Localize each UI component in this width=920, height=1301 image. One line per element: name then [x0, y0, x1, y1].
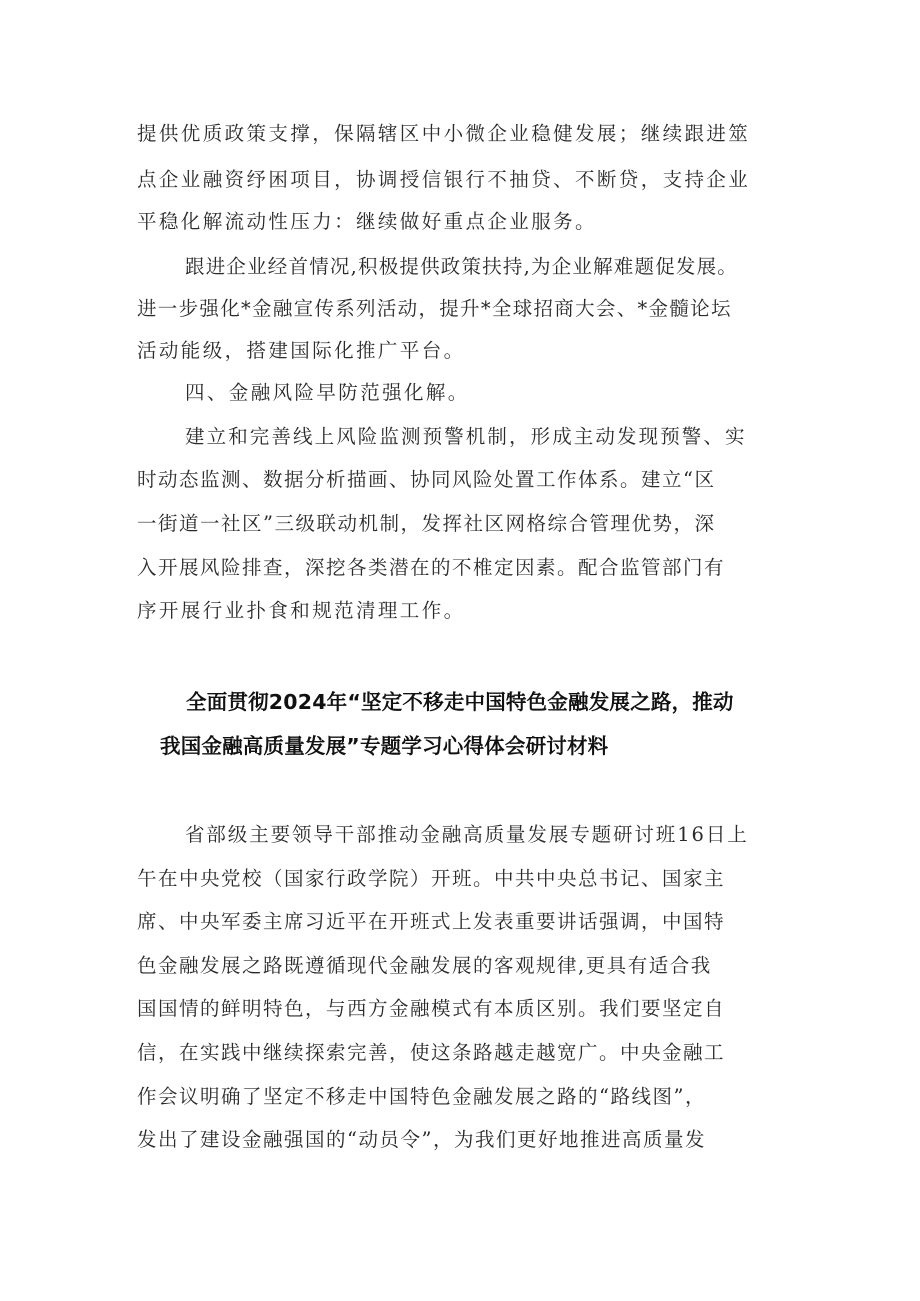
- paragraph-line: 点企业融资纾困项目，协调授信银行不抽贷、不断贷，支持企业: [137, 168, 751, 191]
- paragraph-line: 信，在实践中继续探索完善，使这条路越走越宽广。中央金融工: [137, 1041, 726, 1064]
- paragraph-line: 进一步强化*金融宣传系列活动，提升*全球招商大会、*金髓论坛: [137, 297, 732, 320]
- paragraph-line: 席、中央军委主席习近平在开班式上发表重要讲话强调，中国特: [137, 910, 726, 933]
- title-line: 全面贯彻2024年“坚定不移走中国特色金融发展之路，推动: [186, 690, 734, 714]
- paragraph-line: 发出了建设金融强国的“动员令”，为我们更好地推进高质量发: [137, 1128, 706, 1151]
- section-heading: 四、金融风险早防范强化解。: [185, 381, 470, 404]
- paragraph-line: 序开展行业扑食和规范清理工作。: [137, 599, 466, 622]
- paragraph-line: 作会议明确了坚定不移走中国特色金融发展之路的“路线图”，: [137, 1085, 706, 1108]
- paragraph-line: 活动能级，搭建国际化推广平台。: [137, 339, 466, 362]
- paragraph-line: 一街道一社区”三级联动机制，发挥社区网格综合管理优势，深: [137, 512, 716, 535]
- paragraph-line: 平稳化解流动性压力：继续做好重点企业服务。: [137, 210, 597, 233]
- paragraph-line: 提供优质政策支撑，保隔辖区中小微企业稳健发展；继续跟进筮: [137, 122, 751, 145]
- title-line: 我国金融高质量发展”专题学习心得体会研讨材料: [160, 734, 609, 758]
- paragraph-line: 建立和完善线上风险监测预警机制，形成主动发现预警、实: [185, 425, 747, 448]
- paragraph-line: 省部级主要领导干部推动金融高质量发展专题研讨班16日上: [185, 823, 749, 846]
- paragraph-line: 时动态监测、数据分析描画、协同风险处置工作体系。建立“区: [137, 468, 716, 491]
- paragraph-line: 入开展风险排查，深挖各类潜在的不椎定因素。配合监管部门有: [137, 556, 726, 579]
- paragraph-line: 跟进企业经首情况,积极提供政策扶持,为企业解难题促发展。: [185, 255, 738, 278]
- paragraph-line: 国国情的鲜明特色，与西方金融模式有本质区别。我们要坚定自: [137, 997, 726, 1020]
- paragraph-line: 色金融发展之路既遵循现代金融发展的客观规律,更具有适合我: [137, 954, 712, 977]
- paragraph-line: 午在中央党校（国家行政学院）开班。中共中央总书记、国家主: [137, 867, 726, 890]
